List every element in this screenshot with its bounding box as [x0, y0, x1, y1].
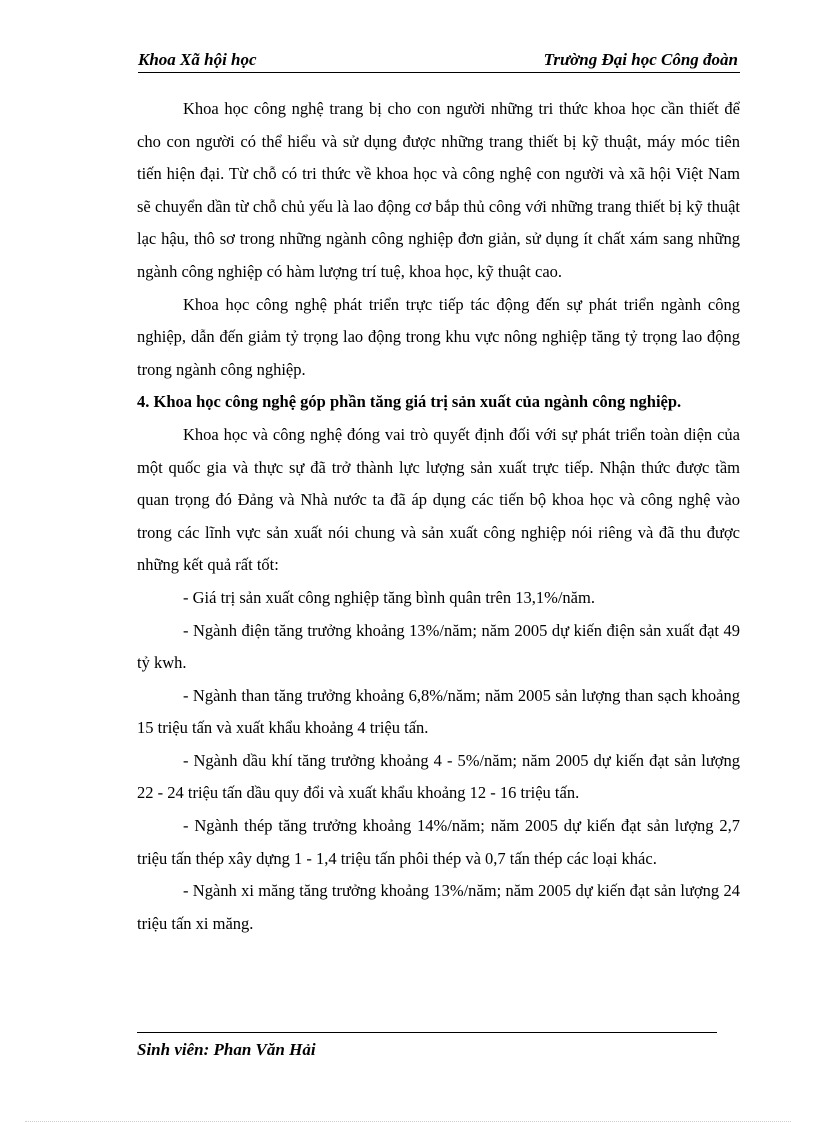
header-faculty: Khoa Xã hội học	[138, 50, 257, 69]
footer-student: Sinh viên: Phan Văn Hải	[137, 1040, 316, 1059]
footer-divider	[137, 1032, 717, 1033]
header-university: Trường Đại học Công đoàn	[543, 50, 738, 69]
list-item: - Ngành than tăng trưởng khoảng 6,8%/năm; năm 2005 sản lượng than sạch khoảng 15 triệu tấn và xuất khẩu khoảng 4 triệu tấn.	[137, 685, 740, 738]
list-item: - Ngành xi măng tăng trưởng khoảng 13%/năm; năm 2005 dự kiến đạt sản lượng 24 triệu tấn xi măng.	[137, 881, 740, 933]
paragraph: Khoa học công nghệ trang bị cho con người những tri thức khoa học cần thiết để cho con người có thể hiểu và sử dụng được những trang thiết bị kỹ thuật, máy móc tiên tiến hiện đại. Từ chỗ có tri thức về khoa học và công nghệ con người và xã hội Việt Nam sẽ chuyển dần từ chỗ chủ yếu là lao động cơ bắp thủ công với những trang thiết bị kỹ thuật lạc hậu, thô sơ trong những ngành công nghiệp đơn giản, sử dụng ít chất xám sang những ngành công nghiệp có hàm lượng trí tuệ, khoa học, kỹ thuật cao.	[137, 99, 740, 281]
page-boundary	[25, 1121, 791, 1122]
paragraph: Khoa học và công nghệ đóng vai trò quyết định đối với sự phát triển toàn diện của một quốc gia và thực sự đã trở thành lực lượng sản xuất trực tiếp. Nhận thức được tầm quan trọng đó Đảng và Nhà nước ta đã áp dụng các tiến bộ khoa học và công nghệ vào trong các lĩnh vực sản xuất nói chung và sản xuất công nghiệp nói riêng và đã thu được những kết quả rất tốt:	[137, 424, 740, 575]
list-item: - Ngành dầu khí tăng trưởng khoảng 4 - 5%/năm; năm 2005 dự kiến đạt sản lượng 22 - 24 triệu tấn dầu quy đổi và xuất khẩu khoảng 12 - 16 triệu tấn.	[137, 750, 740, 803]
list-item: - Giá trị sản xuất công nghiệp tăng bình quân trên 13,1%/năm.	[183, 587, 595, 607]
paragraph: Khoa học công nghệ phát triển trực tiếp tác động đến sự phát triển ngành công nghiệp, dẫn đến giảm tỷ trọng lao động trong khu vực nông nghiệp tăng tỷ trọng lao động trong ngành công nghiệp.	[137, 294, 740, 379]
page-header	[138, 50, 740, 73]
list-item: - Ngành thép tăng trưởng khoảng 14%/năm; năm 2005 dự kiến đạt sản lượng 2,7 triệu tấn thép xây dựng 1 - 1,4 triệu tấn phôi thép và 0,7 tấn thép các loại khác.	[137, 816, 740, 868]
list-item: - Ngành điện tăng trưởng khoảng 13%/năm; năm 2005 dự kiến điện sản xuất đạt 49 tỷ kwh.	[137, 620, 740, 673]
document-body	[137, 93, 740, 940]
section-heading: 4. Khoa học công nghệ góp phần tăng giá trị sản xuất của ngành công nghiệp.	[137, 392, 682, 412]
